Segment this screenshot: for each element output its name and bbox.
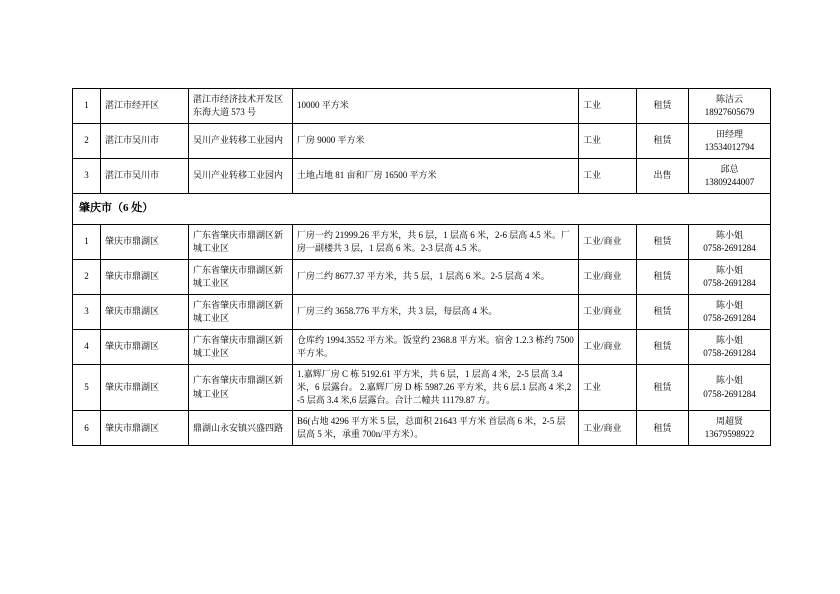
row-index: 6 — [73, 411, 101, 446]
contact-cell — [689, 159, 771, 194]
city-cell: 湛江市吴川市 — [101, 159, 189, 194]
city-cell: 肇庆市鼎湖区 — [101, 224, 189, 259]
contact-phone: 13809244007 — [704, 177, 755, 187]
contact-cell — [689, 411, 771, 446]
contact-cell — [689, 329, 771, 364]
park-cell: 广东省肇庆市鼎湖区新城工业区 — [189, 224, 293, 259]
contact-cell — [689, 89, 771, 124]
contact-cell — [689, 124, 771, 159]
transaction-mode-cell: 租赁 — [637, 411, 689, 446]
row-index: 3 — [73, 294, 101, 329]
description-cell: 厂房一约 21999.26 平方米，共 6 层，1 层高 6 米，2-6 层高 4.5 米。厂房一副楼共 3 层，1 层高 6 米。2-3 层高 4.5 米。 — [293, 224, 579, 259]
city-cell: 湛江市吴川市 — [101, 124, 189, 159]
table-row — [73, 259, 771, 294]
table-row — [73, 124, 771, 159]
contact-cell — [689, 294, 771, 329]
row-index: 1 — [73, 224, 101, 259]
contact-phone: 13679598922 — [704, 429, 755, 440]
city-cell: 肇庆市鼎湖区 — [101, 364, 189, 410]
city-cell: 肇庆市鼎湖区 — [101, 259, 189, 294]
park-cell: 鼎湖山永安镇兴盛四路 — [189, 411, 293, 446]
contact-phone: 0758-2691284 — [703, 277, 756, 288]
usage-type-cell: 工业 — [579, 364, 637, 410]
description-cell: 土地占地 81 亩和厂房 16500 平方米 — [293, 159, 579, 194]
transaction-mode-cell: 租赁 — [637, 89, 689, 124]
contact-phone: 0758-2691284 — [703, 242, 756, 253]
transaction-mode-cell: 租赁 — [637, 259, 689, 294]
contact-name: 田经理 — [715, 128, 743, 139]
transaction-mode-cell: 租赁 — [637, 364, 689, 410]
contact-name: 周超贤 — [715, 416, 743, 427]
usage-type-cell: 工业 — [579, 159, 637, 194]
contact-phone: 18927605679 — [704, 107, 755, 117]
row-index: 1 — [73, 89, 101, 124]
contact-name: 陈小姐 — [715, 375, 743, 386]
transaction-mode-cell: 租赁 — [637, 294, 689, 329]
description-cell: 厂房 9000 平方米 — [293, 124, 579, 159]
transaction-mode-cell: 租赁 — [637, 124, 689, 159]
usage-type-cell: 工业/商业 — [579, 224, 637, 259]
transaction-mode-cell: 租赁 — [637, 224, 689, 259]
usage-type-cell: 工业 — [579, 89, 637, 124]
park-cell: 湛江市经济技术开发区东海大道 573 号 — [189, 89, 293, 124]
park-cell: 吴川产业转移工业园内 — [189, 159, 293, 194]
city-cell: 肇庆市鼎湖区 — [101, 329, 189, 364]
park-cell: 广东省肇庆市鼎湖区新城工业区 — [189, 294, 293, 329]
park-cell: 广东省肇庆市鼎湖区新城工业区 — [189, 364, 293, 410]
contact-name: 陈小姐 — [715, 264, 743, 275]
table-row — [73, 224, 771, 259]
row-index: 5 — [73, 364, 101, 410]
contact-name: 陈小姐 — [715, 229, 743, 240]
row-index: 4 — [73, 329, 101, 364]
transaction-mode-cell: 租赁 — [637, 329, 689, 364]
contact-name: 陈洁云 — [715, 93, 743, 104]
contact-cell — [689, 259, 771, 294]
table-row — [73, 159, 771, 194]
description-cell: 仓库约 1994.3552 平方米。饭堂约 2368.8 平方米。宿舍 1.2.3 栋约 7500 平方米。 — [293, 329, 579, 364]
transaction-mode-cell: 出售 — [637, 159, 689, 194]
section-title: 肇庆市（6 处） — [73, 194, 771, 225]
city-cell: 肇庆市鼎湖区 — [101, 411, 189, 446]
city-cell: 肇庆市鼎湖区 — [101, 294, 189, 329]
table-row — [73, 89, 771, 124]
description-cell: 厂房二约 8677.37 平方米，共 5 层，1 层高 6 米。2-5 层高 4 米。 — [293, 259, 579, 294]
row-index: 3 — [73, 159, 101, 194]
contact-cell — [689, 364, 771, 410]
industrial-property-table — [72, 88, 771, 446]
row-index: 2 — [73, 259, 101, 294]
contact-name: 邱总 — [720, 163, 739, 174]
contact-phone: 0758-2691284 — [703, 312, 756, 323]
table-row — [73, 411, 771, 446]
row-index: 2 — [73, 124, 101, 159]
contact-name: 陈小姐 — [715, 299, 743, 310]
description-cell: 10000 平方米 — [293, 89, 579, 124]
city-cell: 湛江市经开区 — [101, 89, 189, 124]
table-body — [73, 89, 771, 446]
usage-type-cell: 工业/商业 — [579, 259, 637, 294]
contact-cell — [689, 224, 771, 259]
description-cell: 厂房三约 3658.776 平方米，共 3 层，每层高 4 米。 — [293, 294, 579, 329]
usage-type-cell: 工业/商业 — [579, 411, 637, 446]
contact-name: 陈小姐 — [715, 334, 743, 345]
table-row — [73, 329, 771, 364]
description-cell: B6(占地 4296 平方米 5 层，总面积 21643 平方米 首层高 6 米，2-5 层层高 5 米，承重 700n/平方米）。 — [293, 411, 579, 446]
table-section-row — [73, 194, 771, 225]
description-cell: 1.嘉辉厂房 C 栋 5192.61 平方米，共 6 层，1 层高 4 米，2-5 层高 3.4 米，6 层露台。 2.嘉辉厂房 D 栋 5987.26 平方米，共 6 层.1 层高 4 米,2-5 层高 3.4 米,6 层露台。合计二幢共 11179.87 方。 — [293, 364, 579, 410]
contact-phone: 0758-2691284 — [703, 388, 756, 399]
table-row — [73, 364, 771, 410]
contact-phone: 13534012794 — [704, 142, 755, 152]
usage-type-cell: 工业 — [579, 124, 637, 159]
contact-phone: 0758-2691284 — [703, 347, 756, 358]
usage-type-cell: 工业/商业 — [579, 329, 637, 364]
usage-type-cell: 工业/商业 — [579, 294, 637, 329]
park-cell: 广东省肇庆市鼎湖区新城工业区 — [189, 259, 293, 294]
table-row — [73, 294, 771, 329]
park-cell: 吴川产业转移工业园内 — [189, 124, 293, 159]
park-cell: 广东省肇庆市鼎湖区新城工业区 — [189, 329, 293, 364]
